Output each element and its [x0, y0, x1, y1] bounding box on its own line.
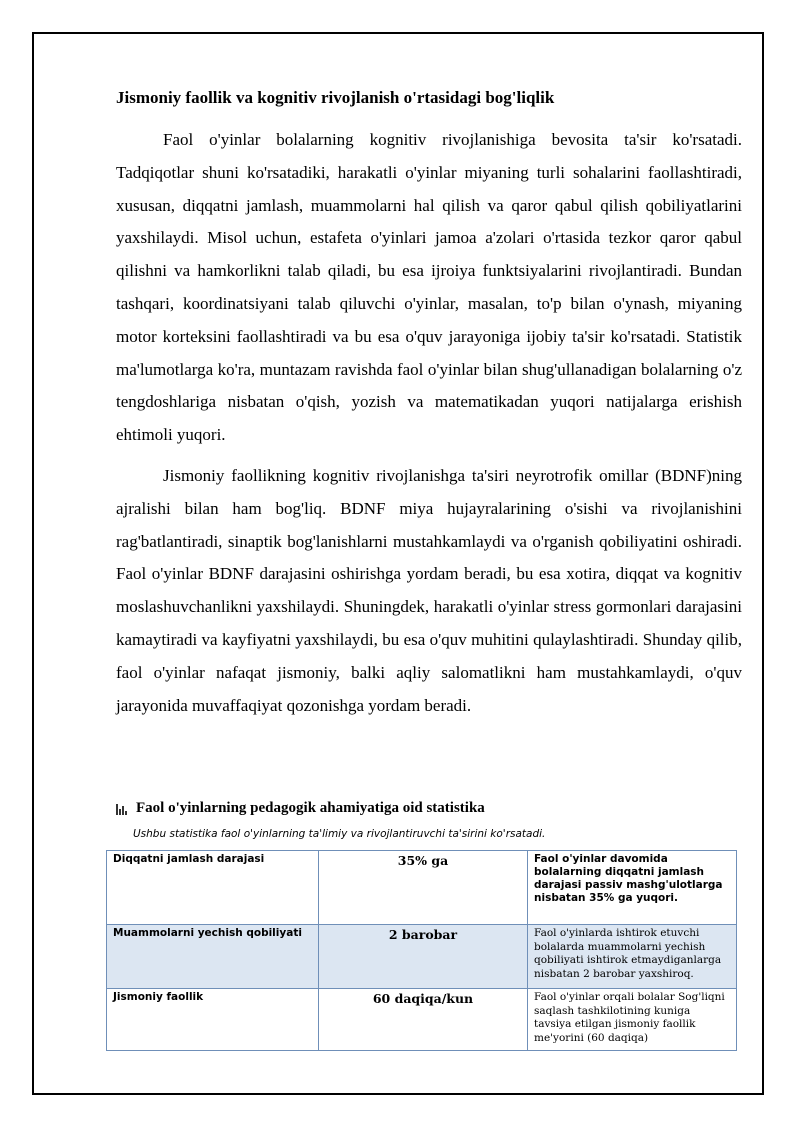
bar-chart-icon [116, 803, 130, 815]
statistics-heading-text: Faol o'yinlarning pedagogik ahamiyatiga oid statistika [136, 800, 485, 816]
table-row [107, 851, 737, 925]
stat-label: Diqqatni jamlash darajasi [107, 851, 319, 925]
paragraph-2: Jismoniy faollikning kognitiv rivojlanishga ta'siri neyrotrofik omillar (BDNF)ning ajralishi bilan ham bog'liq. BDNF miya hujayralarining o'sishi va rivojlanishini rag'batlantiradi, sinaptik bog'lanishlarni mustahkamlaydi va o'rganish qobiliyatini oshiradi. Faol o'yinlar BDNF darajasini oshirishga yordam beradi, bu esa xotira, diqqat va kognitiv moslashuvchanlikni yaxshilaydi. Shuningdek, harakatli o'yinlar stress gormonlari darajasini kamaytiradi va kayfiyatni yaxshilaydi, bu esa o'quv muhitini qulaylashtiradi. Shunday qilib, faol o'yinlar nafaqat jismoniy, balki aqliy salomatlikni ham mustahkamlaydi, o'quv jarayonida muvaffaqiyat qozonishga yordam beradi. [116, 465, 742, 715]
stat-label: Muammolarni yechish qobiliyati [107, 925, 319, 989]
stat-label: Jismoniy faollik [107, 989, 319, 1051]
stat-description: Faol o'yinlar orqali bolalar Sog'liqni saqlash tashkilotining kuniga tavsiya etilgan jismoniy faollik me'yorini (60 daqiqa) [528, 989, 737, 1051]
statistics-table [106, 850, 737, 1051]
stat-description: Faol o'yinlarda ishtirok etuvchi bolalarda muammolarni yechish qobiliyati ishtirok etmaydiganlarga nisbatan 2 barobar yaxshiroq. [528, 925, 737, 989]
document-body [116, 86, 742, 730]
stat-description: Faol o'yinlar davomida bolalarning diqqatni jamlash darajasi passiv mashg'ulotlarga nisbatan 35% ga yuqori. [528, 851, 737, 925]
section-title: Jismoniy faollik va kognitiv rivojlanish o'rtasidagi bog'liqlik [116, 88, 555, 107]
stat-value: 2 barobar [319, 925, 528, 989]
stat-value: 60 daqiqa/kun [319, 989, 528, 1051]
statistics-subtitle: Ushbu statistika faol o'yinlarning ta'limiy va rivojlantiruvchi ta'sirini ko'rsatadi. [133, 828, 546, 840]
table-row [107, 989, 737, 1051]
stat-value: 35% ga [319, 851, 528, 925]
statistics-heading [116, 800, 736, 817]
paragraph-1: Faol o'yinlar bolalarning kognitiv rivojlanishiga bevosita ta'sir ko'rsatadi. Tadqiqotlar shuni ko'rsatadiki, harakatli o'yinlar miyaning turli sohalarini faollashtiradi, xususan, diqqatni jamlash, muammolarni hal qilish va qaror qabul qilish qobiliyatlarini yaxshilaydi. Misol uchun, estafeta o'yinlari jamoa a'zolari o'rtasida tezkor qaror qabul qilishni va hamkorlikni talab qiladi, bu esa ijroiya funktsiyalarini rivojlantiradi. Bundan tashqari, koordinatsiyani talab qiluvchi o'yinlar, masalan, to'p bilan o'ynash, miyaning motor korteksini faollashtiradi va bu esa o'quv jarayoniga ijobiy ta'sir ko'rsatadi. Statistik ma'lumotlarga ko'ra, muntazam ravishda faol o'yinlar bilan shug'ullanadigan bolalarning o'z tengdoshlariga nisbatan o'qish, yozish va matematikadan yuqori natijalarga erishish ehtimoli yuqori. [116, 130, 742, 445]
table-row [107, 925, 737, 989]
